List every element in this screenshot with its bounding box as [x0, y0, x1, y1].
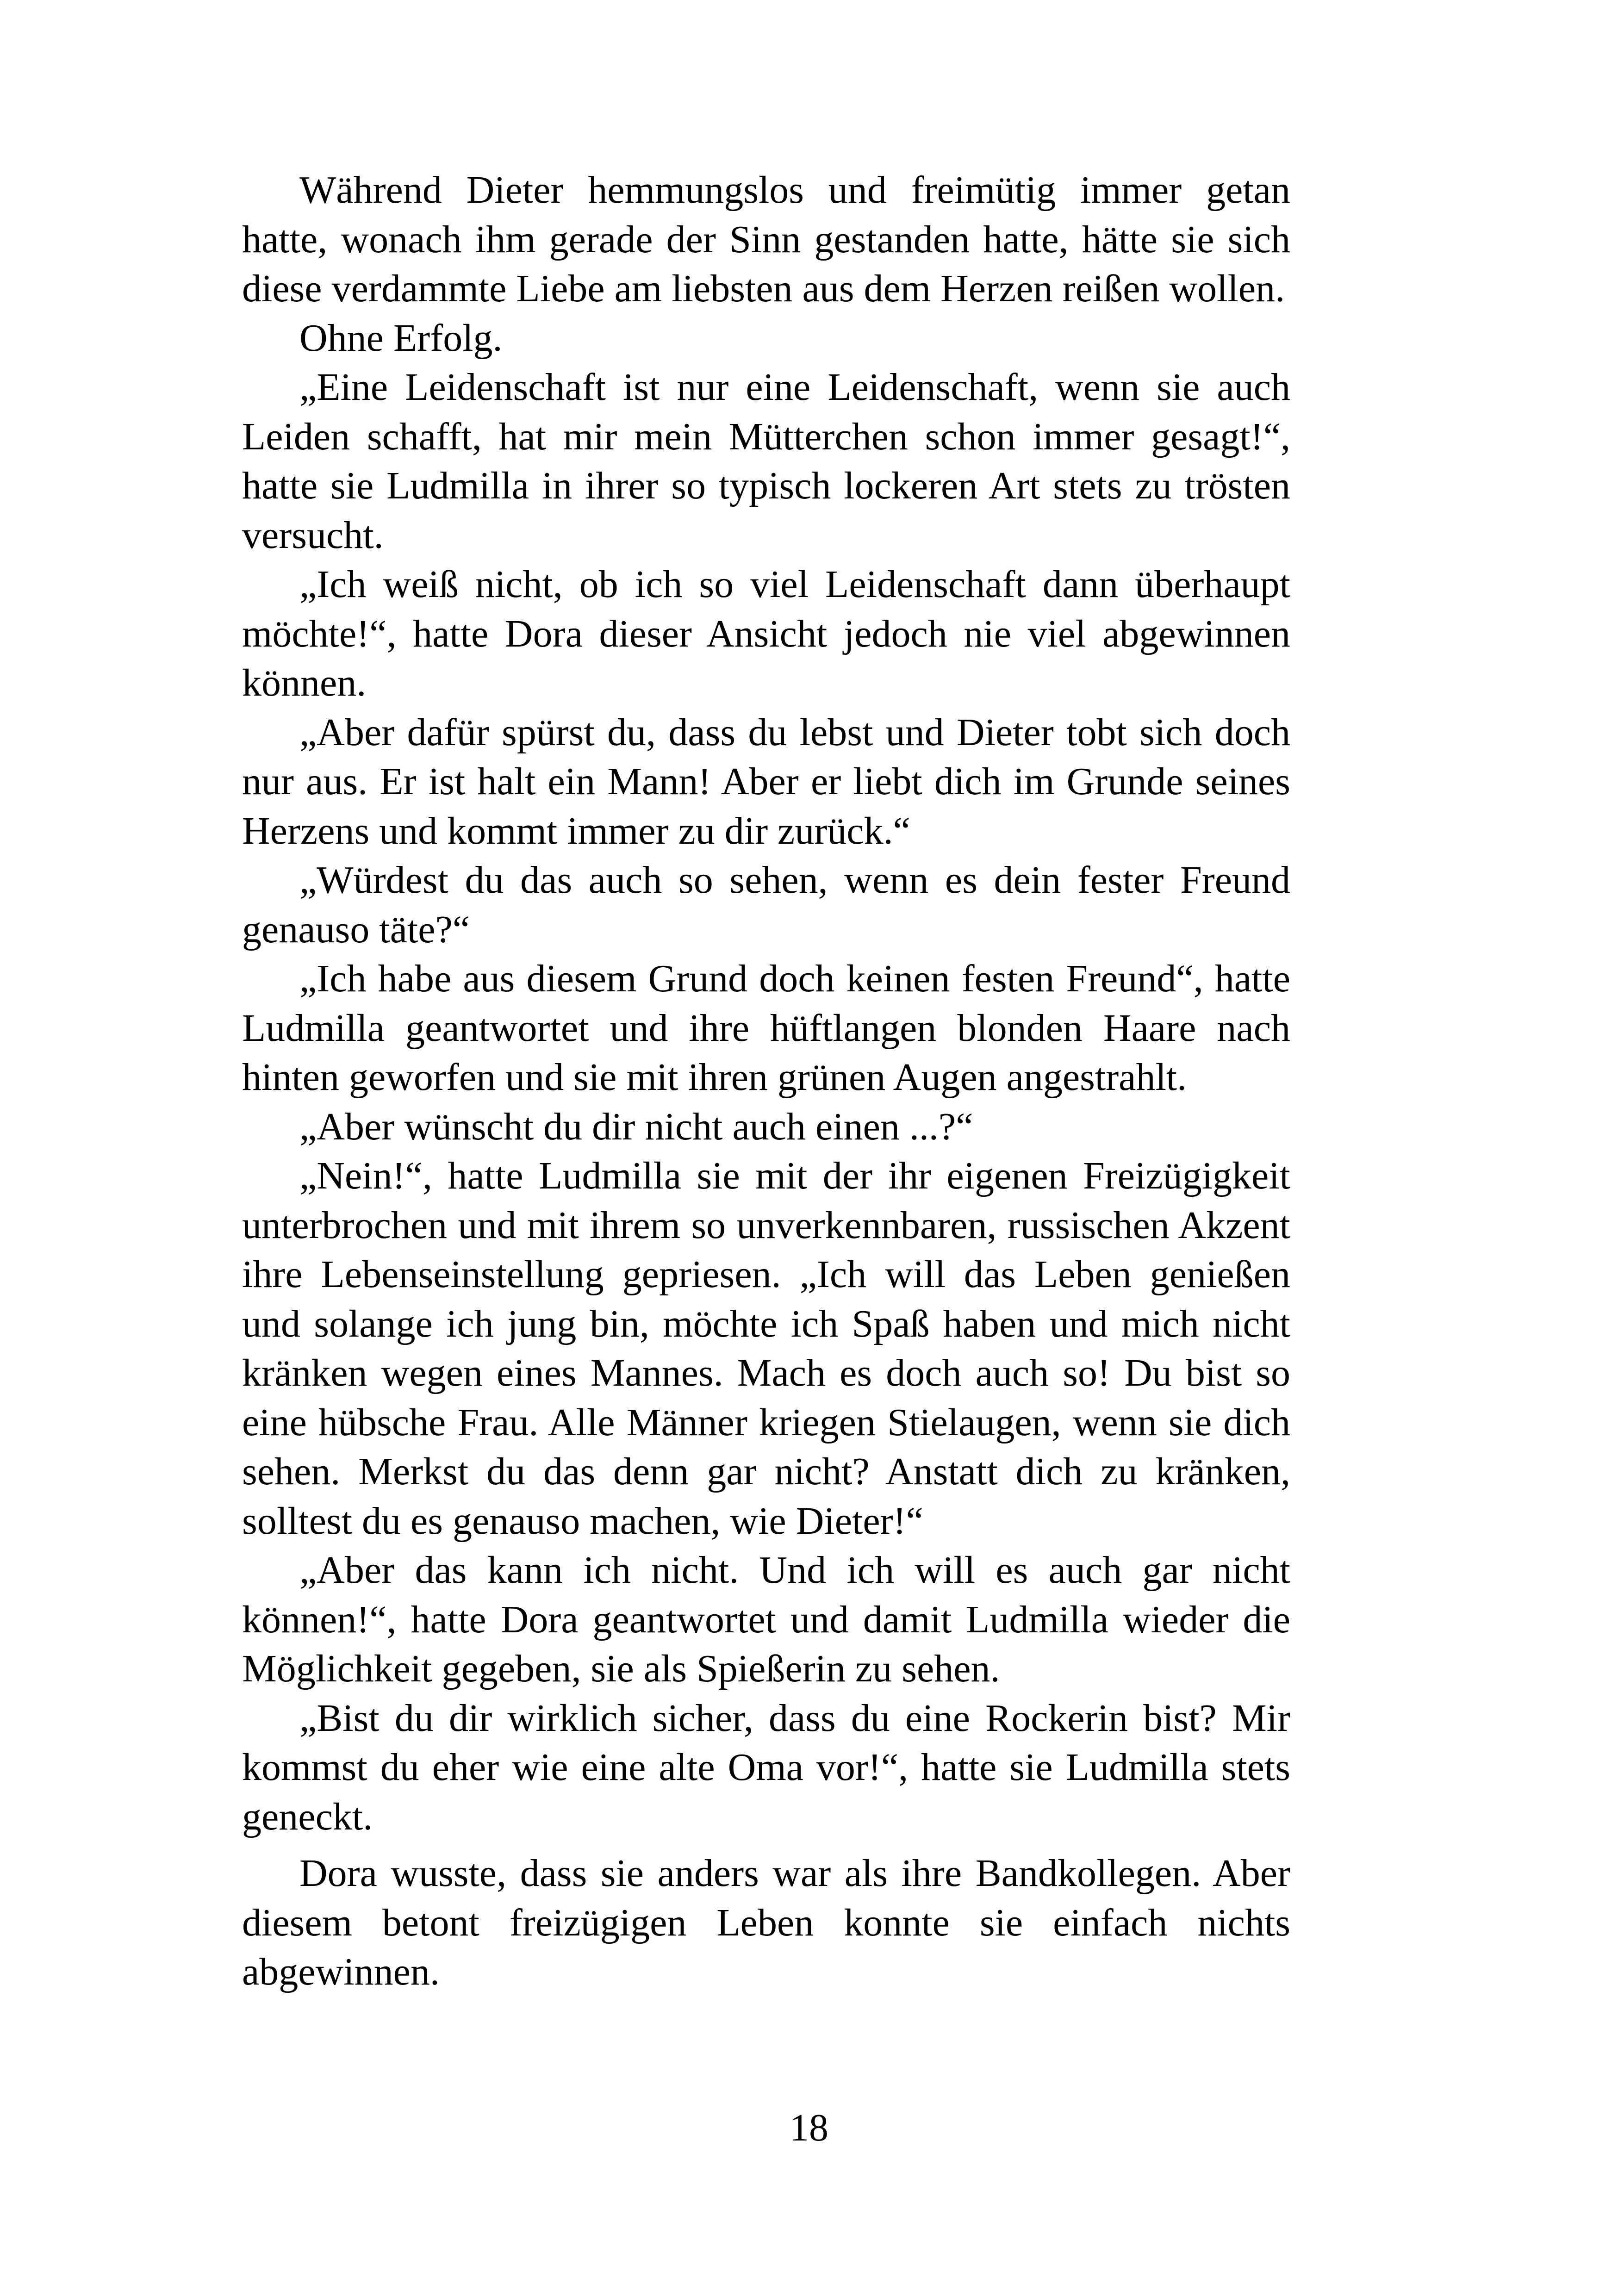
- body-text: [242, 166, 1290, 1997]
- paragraph: „Bist du dir wirklich sicher, dass du eine Rockerin bist? Mir kommst du eher wie eine alte Oma vor!“, hatte sie Ludmilla stets geneckt.: [242, 1696, 1290, 1838]
- paragraph: Ohne Erfolg.: [299, 316, 503, 360]
- paragraph: „Aber das kann ich nicht. Und ich will es auch gar nicht können!“, hatte Dora geantwortet und damit Ludmilla wieder die Möglichkeit gegeben, sie als Spießerin zu sehen.: [242, 1549, 1290, 1690]
- paragraph: „Nein!“, hatte Ludmilla sie mit der ihr eigenen Freizügigkeit unterbrochen und mit ihrem so unverkennbaren, russischen Akzent ihre Lebenseinstellung gepriesen. „Ich will das Leben genießen und solange ich jung bin, möchte ich Spaß haben und mich nicht kränken wegen eines Mannes. Mach es doch auch so! Du bist so eine hübsche Frau. Alle Männer kriegen Stielaugen, wenn sie dich sehen. Merkst du das denn gar nicht? Anstatt dich zu kränken, solltest du es genauso machen, wie Dieter!“: [242, 1154, 1290, 1543]
- paragraph: „Aber dafür spürst du, dass du lebst und Dieter tobt sich doch nur aus. Er ist halt ein Mann! Aber er liebt dich im Grunde seines Herzens und kommt immer zu dir zurück.“: [242, 710, 1290, 852]
- paragraph: Dora wusste, dass sie anders war als ihre Bandkollegen. Aber diesem betont freizügigen Leben konnte sie einfach nichts abgewinnen.: [242, 1852, 1290, 1993]
- page-number: 18: [790, 2106, 828, 2149]
- paragraph: „Ich weiß nicht, ob ich so viel Leidenschaft dann überhaupt möchte!“, hatte Dora dieser Ansicht jedoch nie viel abgewinnen können.: [242, 563, 1290, 704]
- paragraph: „Aber wünscht du dir nicht auch einen ...?“: [299, 1105, 973, 1148]
- paragraph: Während Dieter hemmungslos und freimütig immer getan hatte, wonach ihm gerade der Sinn gestanden hatte, hätte sie sich diese verdammte Liebe am liebsten aus dem Herzen reißen wollen.: [242, 168, 1290, 310]
- paragraph: „Würdest du das auch so sehen, wenn es dein fester Freund genauso täte?“: [242, 859, 1290, 951]
- paragraph: „Eine Leidenschaft ist nur eine Leidenschaft, wenn sie auch Leiden schafft, hat mir mein Mütterchen schon immer gesagt!“, hatte sie Ludmilla in ihrer so typisch lockeren Art stets zu trösten versucht.: [242, 366, 1290, 557]
- paragraph: „Ich habe aus diesem Grund doch keinen festen Freund“, hatte Ludmilla geantwortet und ihre hüftlangen blonden Haare nach hinten geworfen und sie mit ihren grünen Augen angestrahlt.: [242, 957, 1290, 1099]
